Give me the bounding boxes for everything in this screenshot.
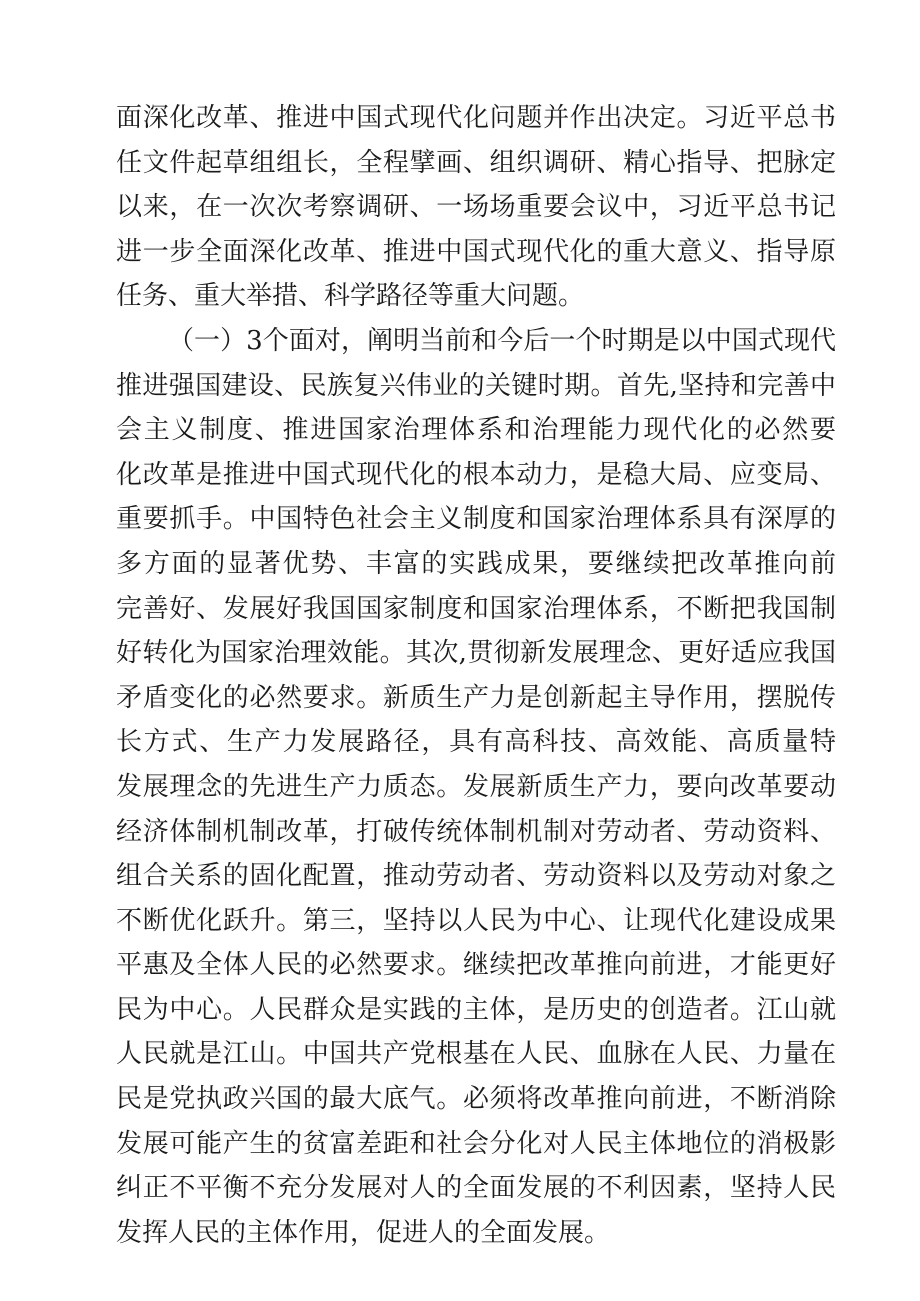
paragraph-2-line-13: 组合关系的固化配置，推动劳动者、劳动资料以及劳动对象之 — [116, 861, 836, 892]
paragraph-2-line-8: 好转化为国家治理效能。其次,贯彻新发展理念、更好适应我国 — [116, 638, 836, 669]
paragraph-2-line-6: 多方面的显著优势、丰富的实践成果，要继续把改革推向前 — [116, 548, 836, 579]
paragraph-2-line-5: 重要抓手。中国特色社会主义制度和国家治理体系具有深厚的 — [116, 504, 836, 535]
paragraph-2-line-3: 会主义制度、推进国家治理体系和治理能力现代化的必然要 — [116, 415, 836, 446]
paragraph-1-line-4: 进一步全面深化改革、推进中国式现代化的重大意义、指导原 — [116, 236, 836, 267]
paragraph-2-line-15: 平惠及全体人民的必然要求。继续把改革推向前进，才能更好 — [116, 950, 836, 981]
paragraph-2-line-12: 经济体制机制改革，打破传统体制机制对劳动者、劳动资料、 — [116, 816, 836, 847]
paragraph-2-line-18: 民是党执政兴国的最大底气。必须将改革推向前进，不断消除 — [116, 1084, 836, 1115]
document-body — [116, 96, 836, 1255]
paragraph-2-line-10: 长方式、生产力发展路径，具有高科技、高效能、高质量特 — [116, 727, 836, 758]
paragraph-2 — [116, 319, 836, 1255]
paragraph-1-line-5: 任务、重大举措、科学路径等重大问题。 — [116, 281, 585, 312]
paragraph-2-line-7: 完善好、发展好我国国家制度和国家治理体系，不断把我国制 — [116, 593, 836, 624]
paragraph-2-line-1: （一）3个面对，阐明当前和今后一个时期是以中国式现代 — [168, 325, 836, 356]
paragraph-1-line-1: 面深化改革、推进中国式现代化问题并作出决定。习近平总书 — [116, 103, 836, 133]
paragraph-2-line-16: 民为中心。人民群众是实践的主体，是历史的创造者。江山就 — [116, 994, 836, 1025]
paragraph-2-line-4: 化改革是推进中国式现代化的根本动力，是稳大局、应变局、 — [116, 459, 836, 490]
paragraph-1-line-3: 以来，在一次次考察调研、一场场重要会议中，习近平总书记 — [116, 192, 836, 223]
paragraph-2-line-14: 不断优化跃升。第三，坚持以人民为中心、让现代化建设成果 — [116, 905, 836, 936]
paragraph-2-line-9: 矛盾变化的必然要求。新质生产力是创新起主导作用，摆脱传 — [116, 682, 836, 713]
paragraph-2-line-19: 发展可能产生的贫富差距和社会分化对人民主体地位的消极影 — [116, 1128, 836, 1159]
paragraph-2-line-17: 人民就是江山。中国共产党根基在人民、血脉在人民、力量在 — [116, 1039, 836, 1070]
paragraph-2-line-2: 推进强国建设、民族复兴伟业的关键时期。首先,坚持和完善中 — [116, 370, 836, 401]
paragraph-1 — [116, 96, 836, 319]
paragraph-2-line-21: 发挥人民的主体作用，促进人的全面发展。 — [116, 1217, 611, 1248]
paragraph-1-line-2: 任文件起草组组长，全程擘画、组织调研、精心指导、把脉定 — [116, 147, 836, 178]
paragraph-2-line-20: 纠正不平衡不充分发展对人的全面发展的不利因素，坚持人民 — [116, 1173, 836, 1204]
paragraph-2-line-11: 发展理念的先进生产力质态。发展新质生产力，要向改革要动 — [116, 771, 836, 802]
